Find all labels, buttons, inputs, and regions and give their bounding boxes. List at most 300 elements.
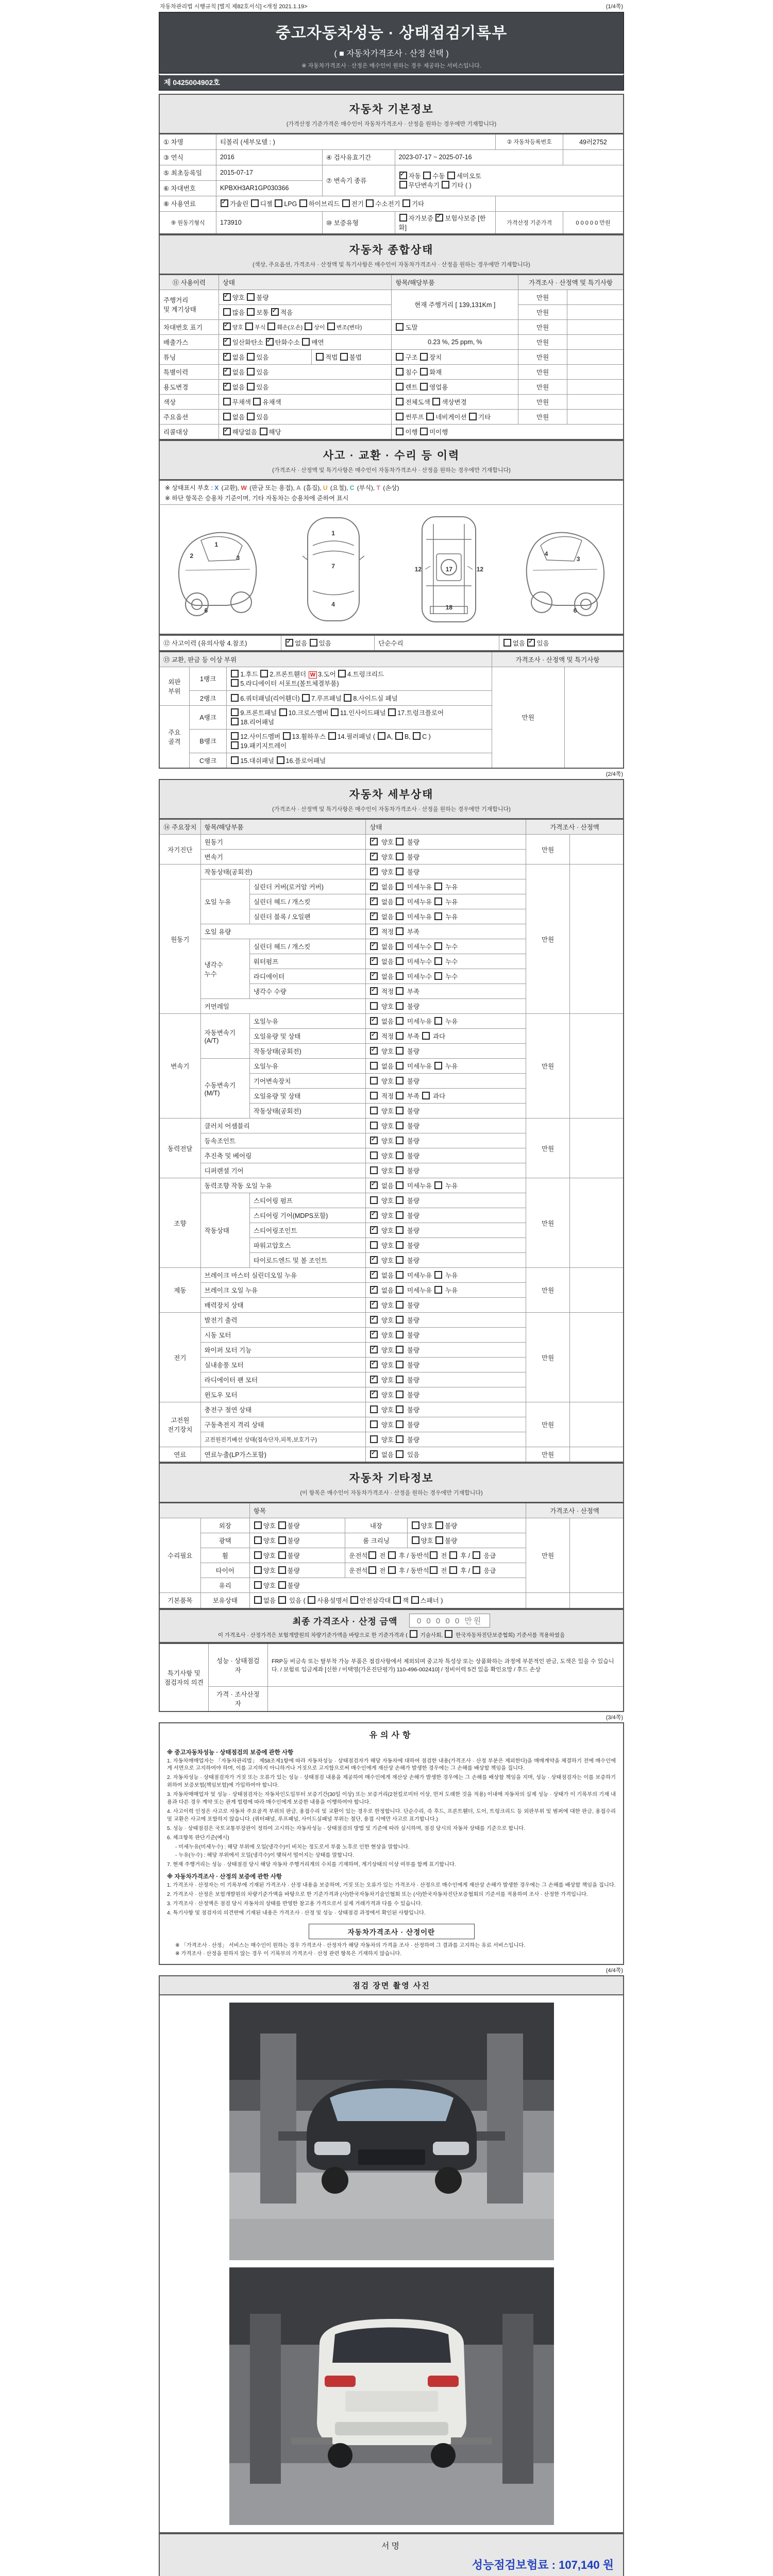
- notice-item: 4. 사고이력 인정은 사고로 자동차 주요골격 부위의 판금, 용접수리 및 교환이 있는 경우로 한정합니다. 단순수리, 즉 후드, 프론트휀더, 도어, 트렁크리드 등 외판부위 및 범퍼에 대한 판금, 용접수리 및 교환은 사고에 포함하지 않습니다. (쿼터패널, 루프패널, 사이드실패널 부위는 절단, 용접 시에만 사고로 표기합니다.): [167, 1809, 616, 1822]
- checkbox-unchecked: [245, 323, 253, 330]
- detail-status-table-r37c1: ✓ 양호 불량: [366, 1372, 526, 1387]
- overall-status-table-r0c0: ⑪ 사용이력: [159, 275, 219, 290]
- checkbox-unchecked: [231, 732, 239, 740]
- detail-status-table-r13c0: 변속기: [159, 1014, 200, 1118]
- detail-status-table-r29c1: ✓ 양호 불량: [366, 1253, 526, 1268]
- checkbox-unchecked: [434, 912, 442, 920]
- overall-status-table-r7c0: 용도변경: [159, 379, 219, 394]
- notices-box: [159, 1722, 624, 1965]
- diagram-part-number-12: 12: [476, 566, 484, 573]
- plate-no: 49러2752: [563, 134, 624, 149]
- checkbox-unchecked: [396, 897, 404, 905]
- photos-title: 점검 장면 촬영 사진: [160, 1976, 623, 1995]
- detail-status-table-r19c1: 양호 불량: [366, 1104, 526, 1118]
- checkbox-unchecked: [420, 353, 428, 361]
- checkbox-unchecked: [278, 1551, 286, 1559]
- accident-history-table-r0c2: 단순수리: [375, 635, 499, 651]
- checkbox-unchecked: [396, 1331, 404, 1338]
- legend-prefix: ※ 상태표시 부호 :: [165, 484, 215, 492]
- checkbox-unchecked: [396, 1017, 404, 1025]
- inspection-insurance-fee: 성능점검보험료 : 107,140 원: [472, 2558, 614, 2572]
- legend-symbols: [214, 484, 399, 492]
- status-symbol-legend: [159, 480, 624, 504]
- detail-status-table-r9c0: 워터펌프: [249, 954, 365, 969]
- detail-status-table-r5c0: 실린더 헤드 / 개스킷: [249, 894, 365, 909]
- checkbox-unchecked: [396, 1361, 404, 1368]
- notice-sub-item: ※ 「가격조사 · 산정」 서비스는 매수인이 원하는 경우 가격조사 · 산정자가 해당 자동차의 가격을 조사 · 산정하여 그 결과를 고지하는 유료 서비스입니다.: [175, 1943, 526, 1949]
- detail-status-table-r14c1: ✓ 적정 부족 과다: [366, 1029, 526, 1044]
- section-detail-header: [159, 779, 624, 819]
- legend-label: (판금 또는 용접),: [247, 484, 297, 492]
- panel-rank-table-r2c0: 2랭크: [189, 690, 226, 705]
- checkbox-unchecked: [434, 1017, 442, 1025]
- checkbox-unchecked: [396, 972, 404, 980]
- overall-status-table-r4c0: 배출가스: [159, 334, 219, 349]
- legend-symbol-T: T: [376, 484, 380, 492]
- detail-status-table-r24c3: 만원: [526, 1178, 570, 1268]
- detail-status-table-r36c0: 실내송풍 모터: [200, 1358, 366, 1372]
- checkbox-unchecked: [420, 368, 428, 376]
- checkbox-unchecked: [370, 1062, 378, 1070]
- checkbox-unchecked: [396, 1181, 404, 1189]
- checkbox-unchecked: [396, 957, 404, 965]
- checkbox-unchecked: [422, 1032, 430, 1040]
- detail-status-table-r18c0: 오일유량 및 상태: [249, 1089, 365, 1104]
- checkbox-unchecked: [473, 1566, 480, 1574]
- detail-status-table-r33c0: 전기: [159, 1313, 200, 1402]
- checkbox-unchecked: [223, 308, 231, 316]
- detail-status-table-r5c1: ✓ 없음 미세누유 누유: [366, 894, 526, 909]
- overall-status-table-r0c1: 상태: [219, 275, 392, 290]
- special-notes-table-r0c0: 특기사항 및 점검자의 의견: [159, 1643, 208, 1711]
- checkbox-unchecked: [267, 323, 275, 330]
- checkbox-unchecked: [302, 338, 310, 346]
- checkbox-unchecked: [434, 897, 442, 905]
- panel-rank-table-r5c0: C랭크: [189, 753, 226, 768]
- basic-info-table-r1c0: ③ 연식: [159, 149, 216, 165]
- detail-status-table-r40c1: 양호 불량: [366, 1417, 526, 1432]
- notice-section-heading: ※ 자동차가격조사 · 산정의 보증에 관한 사항: [167, 1874, 282, 1880]
- other-info-table-r3c2: 운전석 전 후 / 동반석 전 후 / 응급: [345, 1548, 526, 1563]
- checkbox-unchecked: [396, 1137, 404, 1144]
- detail-status-table-r35c1: ✓ 양호 불량: [366, 1343, 526, 1358]
- other-info-table-r1c5: 만원: [526, 1518, 570, 1593]
- detail-status-table-r32c1: ✓ 양호 불량: [366, 1298, 526, 1313]
- document-header: [159, 12, 624, 74]
- checkbox-unchecked: [396, 1301, 404, 1309]
- checkbox-unchecked: [396, 1241, 404, 1249]
- detail-status-table-r17c1: 양호 불량: [366, 1074, 526, 1089]
- checkbox-unchecked: [370, 1002, 378, 1010]
- checkbox-unchecked: [434, 972, 442, 980]
- signature-label: 서명: [381, 2542, 401, 2551]
- checkbox-unchecked: [378, 732, 385, 740]
- overall-status-table-r6c3: 만원: [518, 364, 567, 379]
- legend-label: (손상): [381, 484, 399, 492]
- checkbox-unchecked: [396, 838, 404, 845]
- diagram-part-number-7: 7: [331, 563, 335, 570]
- inspection-photo-2: [229, 2267, 554, 2525]
- panel-rank-table-grid: [159, 651, 624, 769]
- checkbox-unchecked: [396, 868, 404, 875]
- checkbox-unchecked: [396, 323, 404, 331]
- car-diagram-underbody: [396, 509, 502, 630]
- overall-status-table-r9c4: [567, 409, 624, 424]
- section-overall-note: (색상, 주요옵션, 가격조사 · 산정액 및 특기사항은 매수인이 자동차가격조사 · 산정을 원하는 경우에만 기재합니다): [253, 261, 530, 268]
- checkbox-unchecked: [396, 1211, 404, 1219]
- checkbox-checked: [370, 1331, 378, 1338]
- detail-status-table-r42c0: 연료: [159, 1447, 200, 1463]
- checkbox-unchecked: [388, 1566, 396, 1574]
- notice-sub-item: - 누유(누수) : 해당 부위에서 오일(냉각수)이 맺혀서 떨어지는 상태를 말합니다.: [175, 1852, 355, 1858]
- checkbox-unchecked: [402, 199, 410, 207]
- section-detail-title: 자동차 세부상태: [349, 789, 434, 801]
- legend-symbol-W: W: [241, 484, 247, 492]
- overall-status-table-r3c2: 도말: [392, 319, 518, 334]
- checkbox-unchecked: [445, 1630, 452, 1638]
- car-damage-diagrams: [159, 504, 624, 635]
- detail-status-table-r3c1: 작동상태(공회전): [200, 865, 366, 879]
- notice-item: 1. 자동차매매업자는 「자동차관리법」 제58조제1항에 따라 자동차성능 · 상태점검자가 해당 자동차에 대하여 점검한 내용(가격조사 · 산정 부분은 제외한다)을 매매계약을 체결하기 전에 매수인에게 서면으로 고지하여야 하며, 이를 고지하지 아니하거나 거짓으로 고지함으로써 매수인에게 재산상 손해가 발생한 경우에는 그 손해를 배상할 책임을 집니다.: [167, 1758, 616, 1772]
- detail-status-table-r39c4: [570, 1402, 624, 1447]
- inspection-photo-1: [229, 2003, 554, 2260]
- detail-status-table-r20c4: [570, 1118, 624, 1178]
- detail-status-table-r24c2: ✓ 없음 미세누유 누유: [366, 1178, 526, 1193]
- other-info-table-r0c1: 항목: [249, 1503, 526, 1518]
- checkbox-checked: [370, 942, 378, 950]
- checkbox-checked: [370, 1376, 378, 1383]
- checkbox-unchecked: [396, 1107, 404, 1114]
- detail-status-table-r12c0: 커먼레일: [200, 999, 366, 1014]
- vin: KPBXH3AR1GP030366: [216, 180, 322, 196]
- detail-status-table-r0c3: 가격조사 · 산정액: [526, 819, 624, 835]
- checkbox-unchecked: [396, 1316, 404, 1324]
- overall-status-table-r0c2: 항목/해당부품: [392, 275, 518, 290]
- checkbox-unchecked: [231, 708, 239, 716]
- checkbox-unchecked: [396, 428, 404, 435]
- checkbox-unchecked: [396, 1196, 404, 1204]
- detail-status-table-r42c2: ✓ 없음 있음: [366, 1447, 526, 1463]
- checkbox-unchecked: [430, 1566, 438, 1574]
- section-basic-title: 자동차 기본정보: [349, 104, 434, 115]
- notice-item: 1. 가격조사 · 산정자는 이 기록부에 기재된 가격조사 · 산정 내용을 보증하며, 거짓 또는 오류가 있는 가격조사 · 산정으로 매수인에게 재산상 손해가 발생한 경우에는 그 손해를 배상할 책임을 집니다.: [167, 1883, 616, 1889]
- detail-status-table-r11c1: ✓ 적정 부족: [366, 984, 526, 999]
- detail-status-table-r31c1: ✓ 없음 미세누유 누유: [366, 1283, 526, 1298]
- checkbox-checked: [223, 383, 231, 391]
- checkbox-checked: [370, 868, 378, 875]
- detail-status-table-r42c1: 연료누출(LP가스포함): [200, 1447, 366, 1463]
- regulation-line: [159, 2, 624, 12]
- detail-status-table-r13c2: 오일누유: [249, 1014, 365, 1029]
- checkbox-unchecked: [247, 308, 255, 316]
- checkbox-unchecked: [370, 1151, 378, 1159]
- detail-status-table-r21c0: 등속조인트: [200, 1133, 366, 1148]
- overall-status-table-r5c3: 구조 장치: [392, 349, 518, 364]
- overall-status-table-r8c1: 무채색 유채색: [219, 394, 392, 409]
- checkbox-unchecked: [420, 428, 428, 435]
- checkbox-unchecked: [370, 1092, 378, 1099]
- checkbox-unchecked: [302, 694, 310, 702]
- checkbox-unchecked: [399, 214, 407, 222]
- checkbox-unchecked: [247, 293, 255, 301]
- rank2-panels: 6.쿼터패널(리어휀더) 7.루프패널 8.사이드실 패널: [227, 690, 492, 705]
- section-other-note: (이 항목은 매수인이 자동차가격조사 · 산정을 원하는 경우에만 기재합니다): [300, 1490, 483, 1496]
- checkbox-unchecked: [426, 413, 434, 420]
- checkbox-unchecked: [254, 1596, 262, 1604]
- checkbox-unchecked: [396, 912, 404, 920]
- notice-item: 3. 가격조사 · 산정액은 점검 당시 자동차의 상태를 반영한 참고용 가격으로서 실제 거래가격과 다를 수 있습니다.: [167, 1901, 423, 1907]
- car-diagram-front-quarter: [165, 509, 271, 630]
- section-accident-note: (가격조사 · 산정액 및 특기사항은 매수인이 자동차가격조사 · 산정을 원하는 경우에만 기재합니다): [272, 467, 511, 473]
- checkbox-unchecked: [393, 1596, 401, 1604]
- checkbox-unchecked: [434, 942, 442, 950]
- checkbox-unchecked: [396, 1077, 404, 1084]
- checkbox-unchecked: [430, 1551, 438, 1559]
- checkbox-unchecked: [473, 1551, 480, 1559]
- accident-history-label: ⑫ 사고이력 (유의사항 4.참조): [159, 635, 281, 651]
- detail-status-table-r19c0: 작동상태(공회전): [249, 1104, 365, 1118]
- detail-status-table-r13c5: [570, 1014, 624, 1118]
- checkbox-unchecked: [278, 1596, 286, 1604]
- checkbox-unchecked: [254, 1536, 262, 1544]
- detail-status-table-r28c0: 파워고압호스: [249, 1238, 365, 1253]
- other-info-table-r5c1: 양호 불량: [249, 1578, 526, 1593]
- checkbox-unchecked: [344, 694, 351, 702]
- overall-status-table-r7c3: 만원: [518, 379, 567, 394]
- overall-status-table-r9c2: 썬루프 네비게이션 기타: [392, 409, 518, 424]
- diagram-part-number-6: 6: [573, 607, 577, 614]
- other-info-table-r1c0: 수리필요: [159, 1518, 200, 1593]
- detail-status-table-r15c0: 작동상태(공회전): [249, 1044, 365, 1059]
- overall-status-table-r2c2: [567, 304, 624, 319]
- notices-title: 유의사항: [369, 1731, 414, 1740]
- diagram-part-number-1: 1: [214, 541, 219, 548]
- special-notes-table-r1c1: [267, 1687, 624, 1711]
- checkbox-checked: [370, 1017, 378, 1025]
- base-price: 0 0 0 0 0 만원: [563, 211, 624, 234]
- checkbox-unchecked: [327, 323, 335, 330]
- checkbox-unchecked: [370, 1405, 378, 1413]
- checkbox-unchecked: [396, 383, 404, 391]
- checkbox-unchecked: [396, 1122, 404, 1129]
- basic-info-table-r0c2: ② 자동차등록번호: [496, 134, 563, 149]
- detail-status-table-r2c1: ✓ 양호 불량: [366, 850, 526, 865]
- checkbox-unchecked: [308, 1596, 315, 1604]
- checkbox-unchecked: [231, 679, 239, 687]
- detail-status-table-r10c0: 라디에이터: [249, 969, 365, 984]
- detail-status-table-r2c0: 변속기: [200, 850, 366, 865]
- notice-sub-item: ※ 가격조사 · 산정을 원하지 않는 경우 이 기록부의 가격조사 · 산정 관련 항목은 기재하지 않습니다.: [175, 1951, 402, 1957]
- final-price-amount: 0 0 0 0 0 만원: [409, 1614, 491, 1628]
- overall-status-table-r1c3: 만원: [518, 290, 567, 304]
- diagram-part-number-4: 4: [544, 550, 548, 557]
- first-reg-date: 2015-07-17: [216, 165, 322, 180]
- section-accident-title: 사고 · 교환 · 수리 등 이력: [323, 449, 460, 462]
- special-notes-table-r0c1: 성능 · 상태점검 자: [208, 1643, 267, 1687]
- checkbox-checked: [370, 972, 378, 980]
- detail-status-table-r0c2: 상태: [366, 819, 526, 835]
- checkbox-unchecked: [370, 1077, 378, 1084]
- checkbox-unchecked: [247, 368, 255, 376]
- detail-status-table-r26c0: 스티어링 기어(MDPS포함): [249, 1208, 365, 1223]
- overall-status-table-r6c1: ✓ 없음 있음: [219, 364, 392, 379]
- car-outline-rear-quarter-icon: [512, 509, 618, 630]
- page-marker-4: (4/4쪽): [606, 1968, 623, 1974]
- legend-label: (요철),: [328, 484, 350, 492]
- overall-status-table-r7c4: [567, 379, 624, 394]
- detail-status-table-r14c0: 오일유량 및 상태: [249, 1029, 365, 1044]
- checkbox-unchecked: [370, 1241, 378, 1249]
- detail-status-table-r29c0: 타이로드엔드 및 볼 조인트: [249, 1253, 365, 1268]
- overall-status-table-r7c2: 렌트 영업용: [392, 379, 518, 394]
- checkbox-unchecked: [277, 756, 284, 764]
- detail-status-table-r30c1: 브레이크 마스터 실린더오일 누유: [200, 1268, 366, 1283]
- final-price-label: 최종 가격조사 · 산정 금액: [292, 1616, 398, 1626]
- basic-info-table-r1c2: ④ 검사유효기간: [322, 149, 395, 165]
- car-name: 티볼리 (세부모델 : ): [216, 134, 495, 149]
- checkbox-unchecked: [396, 1435, 404, 1443]
- detail-status-table-r3c2: ✓ 양호 불량: [366, 865, 526, 879]
- detail-status-table-r34c0: 시동 모터: [200, 1328, 366, 1343]
- emission-values: 0.23 %, 25 ppm, %: [392, 334, 518, 349]
- detail-status-table-r38c0: 윈도우 모터: [200, 1387, 366, 1402]
- checkbox-unchecked: [396, 1256, 404, 1264]
- detail-status-table-r11c0: 냉각수 수량: [249, 984, 365, 999]
- checkbox-unchecked: [434, 1181, 442, 1189]
- checkbox-unchecked: [370, 1420, 378, 1428]
- section-basic-header: [159, 94, 624, 133]
- detail-status-table-r28c1: 양호 불량: [366, 1238, 526, 1253]
- overall-status-table-r8c0: 색상: [159, 394, 219, 409]
- detail-status-table-r0c1: 항목/해당부품: [200, 819, 366, 835]
- detail-status-table-r4c2: ✓ 없음 미세누유 누유: [366, 879, 526, 894]
- accident-history-table: [159, 635, 624, 651]
- other-info-table-r6c1: 보유상태: [200, 1593, 249, 1608]
- checkbox-checked: [370, 897, 378, 905]
- legend-line2: ※ 하단 항목은 승용차 기준이며, 기타 자동차는 승용차에 준하여 표시: [165, 494, 349, 502]
- inspection-valid-period: 2023-07-17 ~ 2025-07-16: [395, 149, 563, 165]
- checkbox-unchecked: [434, 957, 442, 965]
- detail-status-table-r21c1: ✓ 양호 불량: [366, 1133, 526, 1148]
- checkbox-unchecked: [342, 199, 350, 207]
- legend-symbol-U: U: [323, 484, 328, 492]
- page-marker-1: (1/4쪽): [606, 4, 623, 10]
- checkbox-unchecked: [396, 353, 404, 361]
- checkbox-unchecked: [503, 639, 511, 647]
- checkbox-unchecked: [260, 670, 268, 677]
- checkbox-checked: [370, 1211, 378, 1219]
- signature-band: [159, 2533, 624, 2576]
- detail-status-table-r33c4: [570, 1313, 624, 1402]
- overall-status-table-r0c3: 가격조사 · 산정액 및 특기사항: [518, 275, 624, 290]
- panel-rank-table-r0c1: 가격조사 · 산정액 및 특기사항: [492, 652, 624, 667]
- checkbox-checked: [271, 308, 279, 316]
- checkbox-unchecked: [254, 1521, 262, 1529]
- checkbox-checked: [370, 1032, 378, 1040]
- checkbox-checked: [223, 293, 231, 301]
- regulation-text: 자동차관리법 시행규칙 [별지 제82호서식] <개정 2021.1.19>: [160, 4, 308, 10]
- checkbox-unchecked: [278, 1521, 286, 1529]
- other-info-table-r6c4: [570, 1593, 624, 1608]
- overall-status-table-r3c0: 차대번호 표기: [159, 319, 219, 334]
- checkbox-unchecked: [396, 1047, 404, 1055]
- section-detail-note: (가격조사 · 산정액 및 특기사항은 매수인이 자동차가격조사 · 산정을 원하는 경우에만 기재합니다): [272, 806, 511, 812]
- detail-status-table-r4c0: 오일 누유: [200, 879, 249, 924]
- overall-status-table-r5c2: 적법 불법: [312, 349, 392, 364]
- section-overall-header: [159, 234, 624, 274]
- checkbox-unchecked: [366, 199, 374, 207]
- checkbox-unchecked: [396, 1346, 404, 1353]
- checkbox-unchecked: [328, 732, 336, 740]
- basic-info-table-r5c0: ⑨ 원동기형식: [159, 211, 216, 234]
- legend-symbol-A: A: [296, 484, 301, 492]
- checkbox-unchecked: [399, 181, 407, 189]
- checkbox-unchecked: [388, 708, 396, 716]
- other-info-table-r0c0: [159, 1503, 249, 1518]
- overall-status-table-r5c1: ✓ 없음 있음: [219, 349, 311, 364]
- checkbox-unchecked: [368, 1551, 376, 1559]
- checkbox-checked: [370, 1271, 378, 1279]
- overall-status-table-r5c4: 만원: [518, 349, 567, 364]
- checkbox-unchecked: [396, 368, 404, 376]
- other-info-table-r6c3: [526, 1593, 570, 1608]
- checkbox-unchecked: [469, 413, 477, 420]
- checkbox-checked: [370, 1361, 378, 1368]
- diagram-part-number-3: 3: [576, 555, 580, 563]
- detail-status-table-r23c1: 양호 불량: [366, 1163, 526, 1178]
- checkbox-unchecked: [449, 1566, 457, 1574]
- checkbox-unchecked: [283, 732, 291, 740]
- checkbox-unchecked: [396, 942, 404, 950]
- checkbox-unchecked: [254, 1551, 262, 1559]
- detail-status-table-r16c1: 오일누유: [249, 1059, 365, 1074]
- overall-status-table-r1c0: 주행거리 및 계기상태: [159, 290, 219, 319]
- panel-rank-table-r3c1: A랭크: [189, 705, 226, 729]
- document-number: 제 0425004902호: [159, 74, 624, 91]
- page-marker-3: (3/4쪽): [606, 1714, 623, 1721]
- checkbox-unchecked: [396, 1391, 404, 1398]
- panel-rank-table: [159, 651, 624, 769]
- basic-info-table-r2c0: ⑤ 최초등록일: [159, 165, 216, 180]
- other-info-table-r1c4: 양호 불량: [407, 1518, 526, 1533]
- overall-status-table-r9c0: 주요옵션: [159, 409, 219, 424]
- checkbox-unchecked: [396, 853, 404, 860]
- special-notes-table-r1c0: 가격 · 조사산정 자: [208, 1687, 267, 1711]
- checkbox-unchecked: [331, 708, 339, 716]
- detail-status-table-r27c0: 스티어링조인트: [249, 1223, 365, 1238]
- price-survey-notes: [167, 1942, 616, 1958]
- detail-status-table-r30c2: ✓ 없음 미세누유 누유: [366, 1268, 526, 1283]
- checkbox-unchecked: [396, 1166, 404, 1174]
- checkbox-unchecked: [396, 883, 404, 890]
- checkbox-checked: [370, 883, 378, 890]
- detail-status-table-r7c1: ✓ 적정 부족: [366, 924, 526, 939]
- detail-status-table-r25c0: 작동상태: [200, 1193, 249, 1268]
- notice-item: 4. 특기사항 및 점검자의 의견란에 기재된 내용은 가격조사 · 산정 및 성능 · 상태점검 과정에서 확인된 사항입니다.: [167, 1910, 426, 1917]
- inspector-opinion: FRP등 비금속 또는 탈부착 가능 부품은 점검사항에서 제외되며 중고차 특성상 또는 상품화하는 과정에 부분적인 판금, 도색은 있을 수 있습니다. / 보험료 입금계좌 [신한 / 이택영(가온진단평가) 110-496-002410] / 정비이력 5건 있음 확인요망 / 후드 손상: [267, 1643, 624, 1687]
- checkbox-checked: [435, 214, 443, 222]
- checkbox-checked: [527, 639, 535, 647]
- panel-rank-table-r0c0: ⑬ 교환, 판금 등 이상 부위: [159, 652, 492, 667]
- rankC-frame: 15.대쉬패널 16.플로어패널: [227, 753, 492, 768]
- checkbox-unchecked: [396, 1002, 404, 1010]
- overall-status-table-r3c1: ✓ 양호 부식 훼손(오손) 상이 변조(변타): [219, 319, 392, 334]
- checkbox-unchecked: [396, 1032, 404, 1040]
- notice-item: 3. 자동차매매업자 및 성능 · 상태점검자는 자동차인도일부터 보증기간(30일 이상) 또는 보증거리(2천킬로미터 이상, 먼저 도래한 것을 적용) 이내에 자동차의 실제 성능 · 상태가 이 기록부의 기재 내용과 다른 경우 계약 또는 관계 법령에 따라 매수인에게 보증한 내용을 이행하여야 합니다.: [167, 1792, 616, 1806]
- checkbox-unchecked: [396, 1376, 404, 1383]
- checkbox-unchecked: [396, 1450, 404, 1458]
- basic-info-table-grid: [159, 133, 624, 234]
